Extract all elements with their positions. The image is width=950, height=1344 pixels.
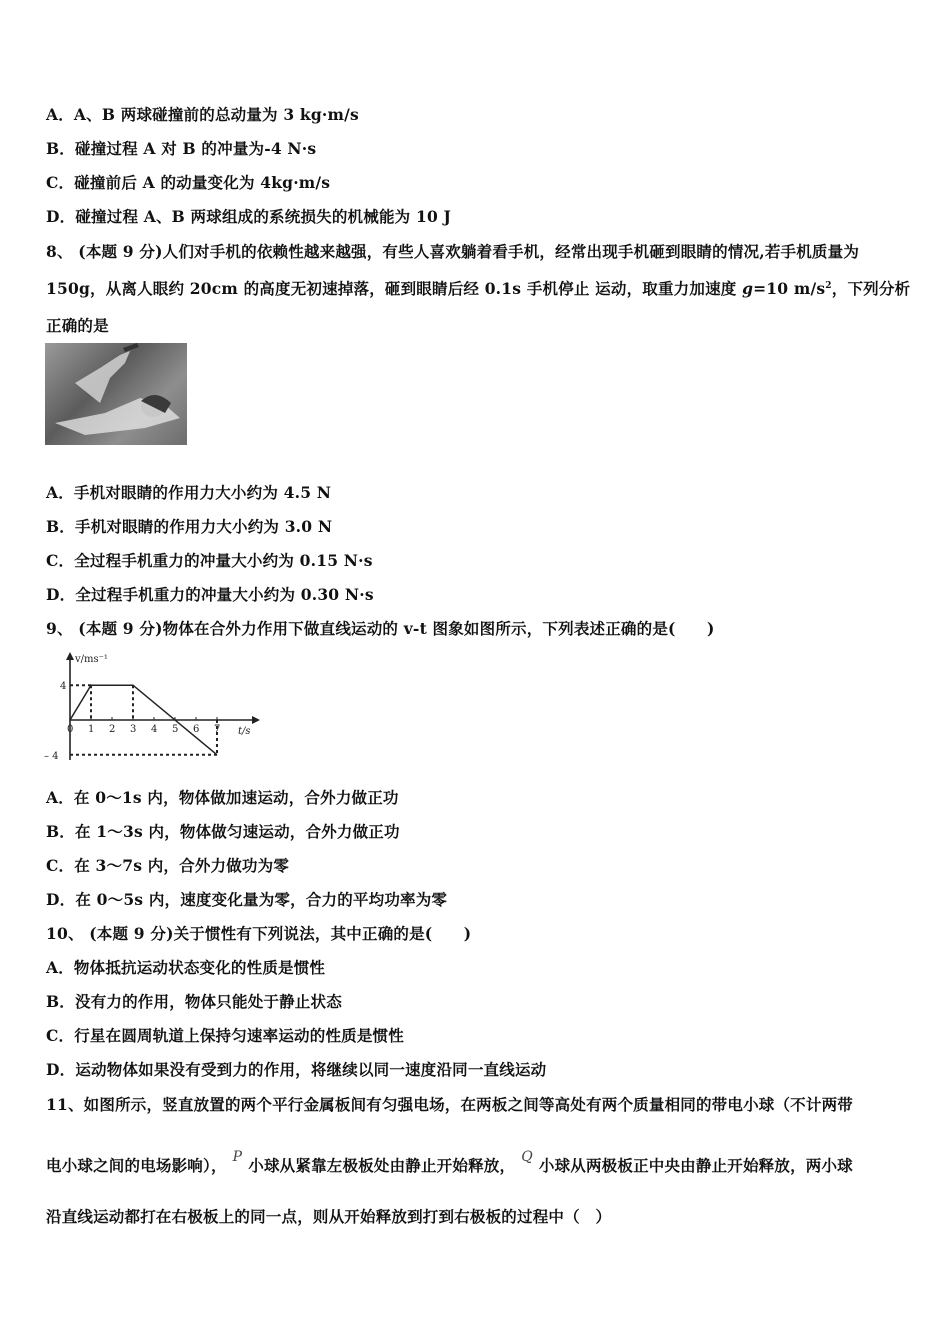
q11-q-symbol: Q <box>521 1149 533 1165</box>
vt-x-tick-label: 3 <box>130 724 137 735</box>
q11-stem-line2-a: 电小球之间的电场影响）， <box>46 1156 227 1175</box>
q8-option-b: B．手机对眼睛的作用力大小约为 3.0 N <box>46 517 333 536</box>
vt-x-arrow-icon <box>252 716 260 724</box>
vt-x-tick-label: 7 <box>214 724 221 735</box>
q8-stem-line2-b: =10 m/s <box>753 279 826 298</box>
vt-y-tick-label: 4 <box>60 681 67 693</box>
q7-option-c: C．碰撞前后 A 的动量变化为 4kg·m/s <box>46 173 331 192</box>
q9-stem: 9、 (本题 9 分)物体在合外力作用下做直线运动的 v-t 图象如图所示，下列表述正确的是( ) <box>46 619 715 638</box>
q9-option-b: B．在 1～3s 内，物体做匀速运动，合外力做正功 <box>46 822 400 841</box>
q10-option-c: C．行星在圆周轨道上保持匀速率运动的性质是惯性 <box>46 1026 404 1045</box>
vt-x-tick-label: 2 <box>109 724 116 735</box>
q8-stem-sup: 2 <box>825 280 832 291</box>
q10-option-b: B．没有力的作用，物体只能处于静止状态 <box>46 992 342 1011</box>
q11-stem-line2-b: 小球从紧靠左极板处由静止开始释放， <box>248 1156 516 1175</box>
q11-stem-line3: 沿直线运动都打在右极板上的同一点，则从开始释放到打到右极板的过程中（ ） <box>46 1207 612 1226</box>
q8-stem-line2 <box>46 277 910 299</box>
vt-x-tick-label: 4 <box>151 724 158 735</box>
vt-x-tick-label: 5 <box>172 724 179 735</box>
q11-p-symbol: P <box>232 1149 243 1165</box>
q8-stem-line2-a: 150g，从离人眼约 20cm 的高度无初速掉落，砸到眼睛后经 0.1s 手机停止 运动，取重力加速度 <box>46 279 743 298</box>
q8-option-a: A．手机对眼睛的作用力大小约为 4.5 N <box>46 483 332 502</box>
q8-option-d: D．全过程手机重力的冲量大小约为 0.30 N·s <box>46 585 374 604</box>
q10-option-d: D．运动物体如果没有受到力的作用，将继续以同一速度沿同一直线运动 <box>46 1060 547 1079</box>
vt-y-arrow-icon <box>66 652 74 660</box>
vt-x-label: t/s <box>238 726 251 737</box>
q7-option-b: B．碰撞过程 A 对 B 的冲量为-4 N·s <box>46 139 317 158</box>
q8-stem-line3: 正确的是 <box>46 316 109 335</box>
q11-stem-line2 <box>46 1149 853 1176</box>
q8-g-symbol: g <box>742 279 754 298</box>
vt-y-tick-label: – 4 <box>44 750 59 762</box>
vt-graph <box>42 648 272 766</box>
q10-option-a: A．物体抵抗运动状态变化的性质是惯性 <box>46 958 326 977</box>
vt-x-tick-label: 0 <box>67 724 74 735</box>
q8-stem-line1: 8、 (本题 9 分)人们对手机的依赖性越来越强，有些人喜欢躺着看手机，经常出现手机砸到眼睛的情况,若手机质量为 <box>46 242 860 261</box>
q11-stem-line2-c: 小球从两极板正中央由静止开始释放，两小球 <box>538 1156 853 1175</box>
vt-y-label: v/ms⁻¹ <box>75 654 108 665</box>
q9-option-d: D．在 0～5s 内，速度变化量为零，合力的平均功率为零 <box>46 890 448 909</box>
phone-photo-image <box>45 343 187 445</box>
vt-x-tick-label: 1 <box>88 724 95 735</box>
q10-stem: 10、 (本题 9 分)关于惯性有下列说法，其中正确的是( ) <box>46 924 472 943</box>
q8-option-c: C．全过程手机重力的冲量大小约为 0.15 N·s <box>46 551 373 570</box>
vt-x-tick-label: 6 <box>193 724 200 735</box>
q9-option-c: C．在 3～7s 内，合外力做功为零 <box>46 856 290 875</box>
q7-option-a: A．A、B 两球碰撞前的总动量为 3 kg·m/s <box>46 105 359 124</box>
person-lying-with-phone-icon <box>45 343 187 445</box>
q8-stem-line2-c: ，下列分析 <box>831 279 911 298</box>
q11-stem-line1: 11、如图所示，竖直放置的两个平行金属板间有匀强电场，在两板之间等高处有两个质量相同的带电小球（不计两带 <box>46 1095 853 1114</box>
q7-option-d: D．碰撞过程 A、B 两球组成的系统损失的机械能为 10 J <box>46 207 452 226</box>
q9-option-a: A．在 0～1s 内，物体做加速运动，合外力做正功 <box>46 788 399 807</box>
